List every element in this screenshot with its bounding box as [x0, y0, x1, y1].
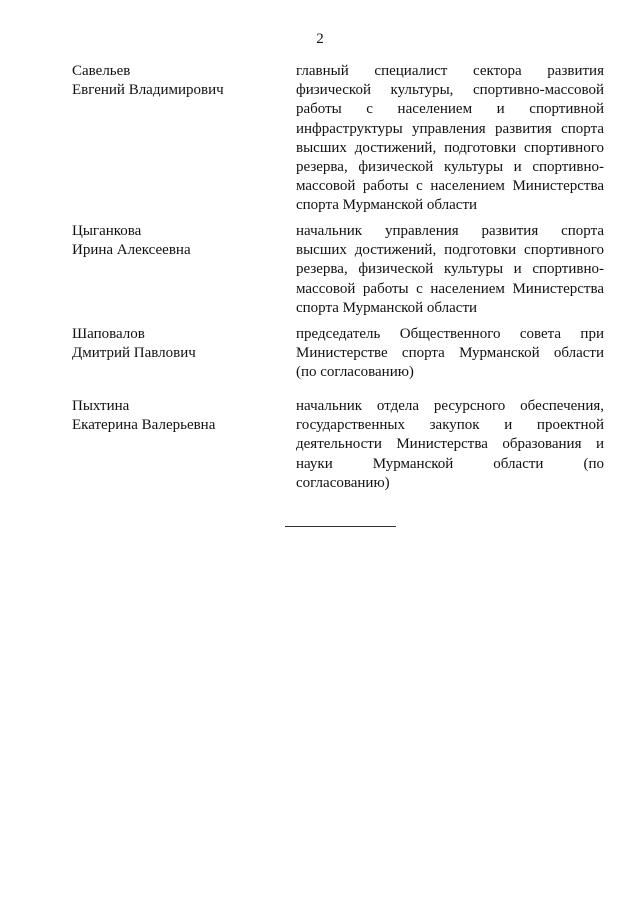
- person-name: [72, 62, 272, 100]
- person-name: [72, 325, 272, 363]
- person-position: [296, 325, 604, 383]
- position-line: высших достижений, подготовки спортивного: [296, 242, 604, 259]
- person-given-names: Дмитрий Павлович: [72, 345, 196, 361]
- person-name: [72, 397, 272, 435]
- position-line: инфраструктуры управления развития спорта: [296, 120, 604, 137]
- person-surname: Савельев: [72, 63, 131, 79]
- position-line: главный специалист сектора развития: [296, 63, 604, 79]
- person-position: [296, 222, 604, 318]
- position-line: начальник управления развития спорта: [296, 223, 604, 239]
- position-line: государственных закупок и проектной: [296, 417, 604, 434]
- position-line: председатель Общественного совета при: [296, 326, 604, 342]
- person-position: [296, 62, 604, 216]
- position-line: Министерстве спорта Мурманской области: [296, 345, 604, 362]
- person-surname: Шаповалов: [72, 326, 145, 342]
- page-number: 2: [316, 31, 324, 47]
- position-line: (по согласованию): [296, 364, 414, 381]
- person-given-names: Екатерина Валерьевна: [72, 417, 216, 433]
- position-line: массовой работы с населением Министерства: [296, 178, 604, 195]
- person-surname: Пыхтина: [72, 398, 130, 414]
- position-line: работы с населением и спортивной: [296, 101, 604, 118]
- position-line: начальник отдела ресурсного обеспечения,: [296, 398, 604, 414]
- person-given-names: Евгений Владимирович: [72, 82, 224, 98]
- end-divider-line: [285, 526, 396, 527]
- position-line: резерва, физической культуры и спортивно-: [296, 261, 604, 278]
- position-line: согласованию): [296, 474, 390, 491]
- person-given-names: Ирина Алексеевна: [72, 242, 191, 258]
- position-line: резерва, физической культуры и спортивно-: [296, 159, 604, 176]
- person-position: [296, 397, 604, 493]
- position-line: науки Мурманской области (по: [296, 455, 604, 472]
- position-line: спорта Мурманской области: [296, 197, 478, 214]
- person-name: [72, 222, 272, 260]
- position-line: деятельности Министерства образования и: [296, 436, 604, 453]
- person-surname: Цыганкова: [72, 223, 142, 239]
- position-line: массовой работы с населением Министерства: [296, 280, 604, 297]
- position-line: спорта Мурманской области: [296, 299, 478, 316]
- position-line: высших достижений, подготовки спортивного: [296, 139, 604, 156]
- position-line: физической культуры, спортивно-массовой: [296, 82, 604, 99]
